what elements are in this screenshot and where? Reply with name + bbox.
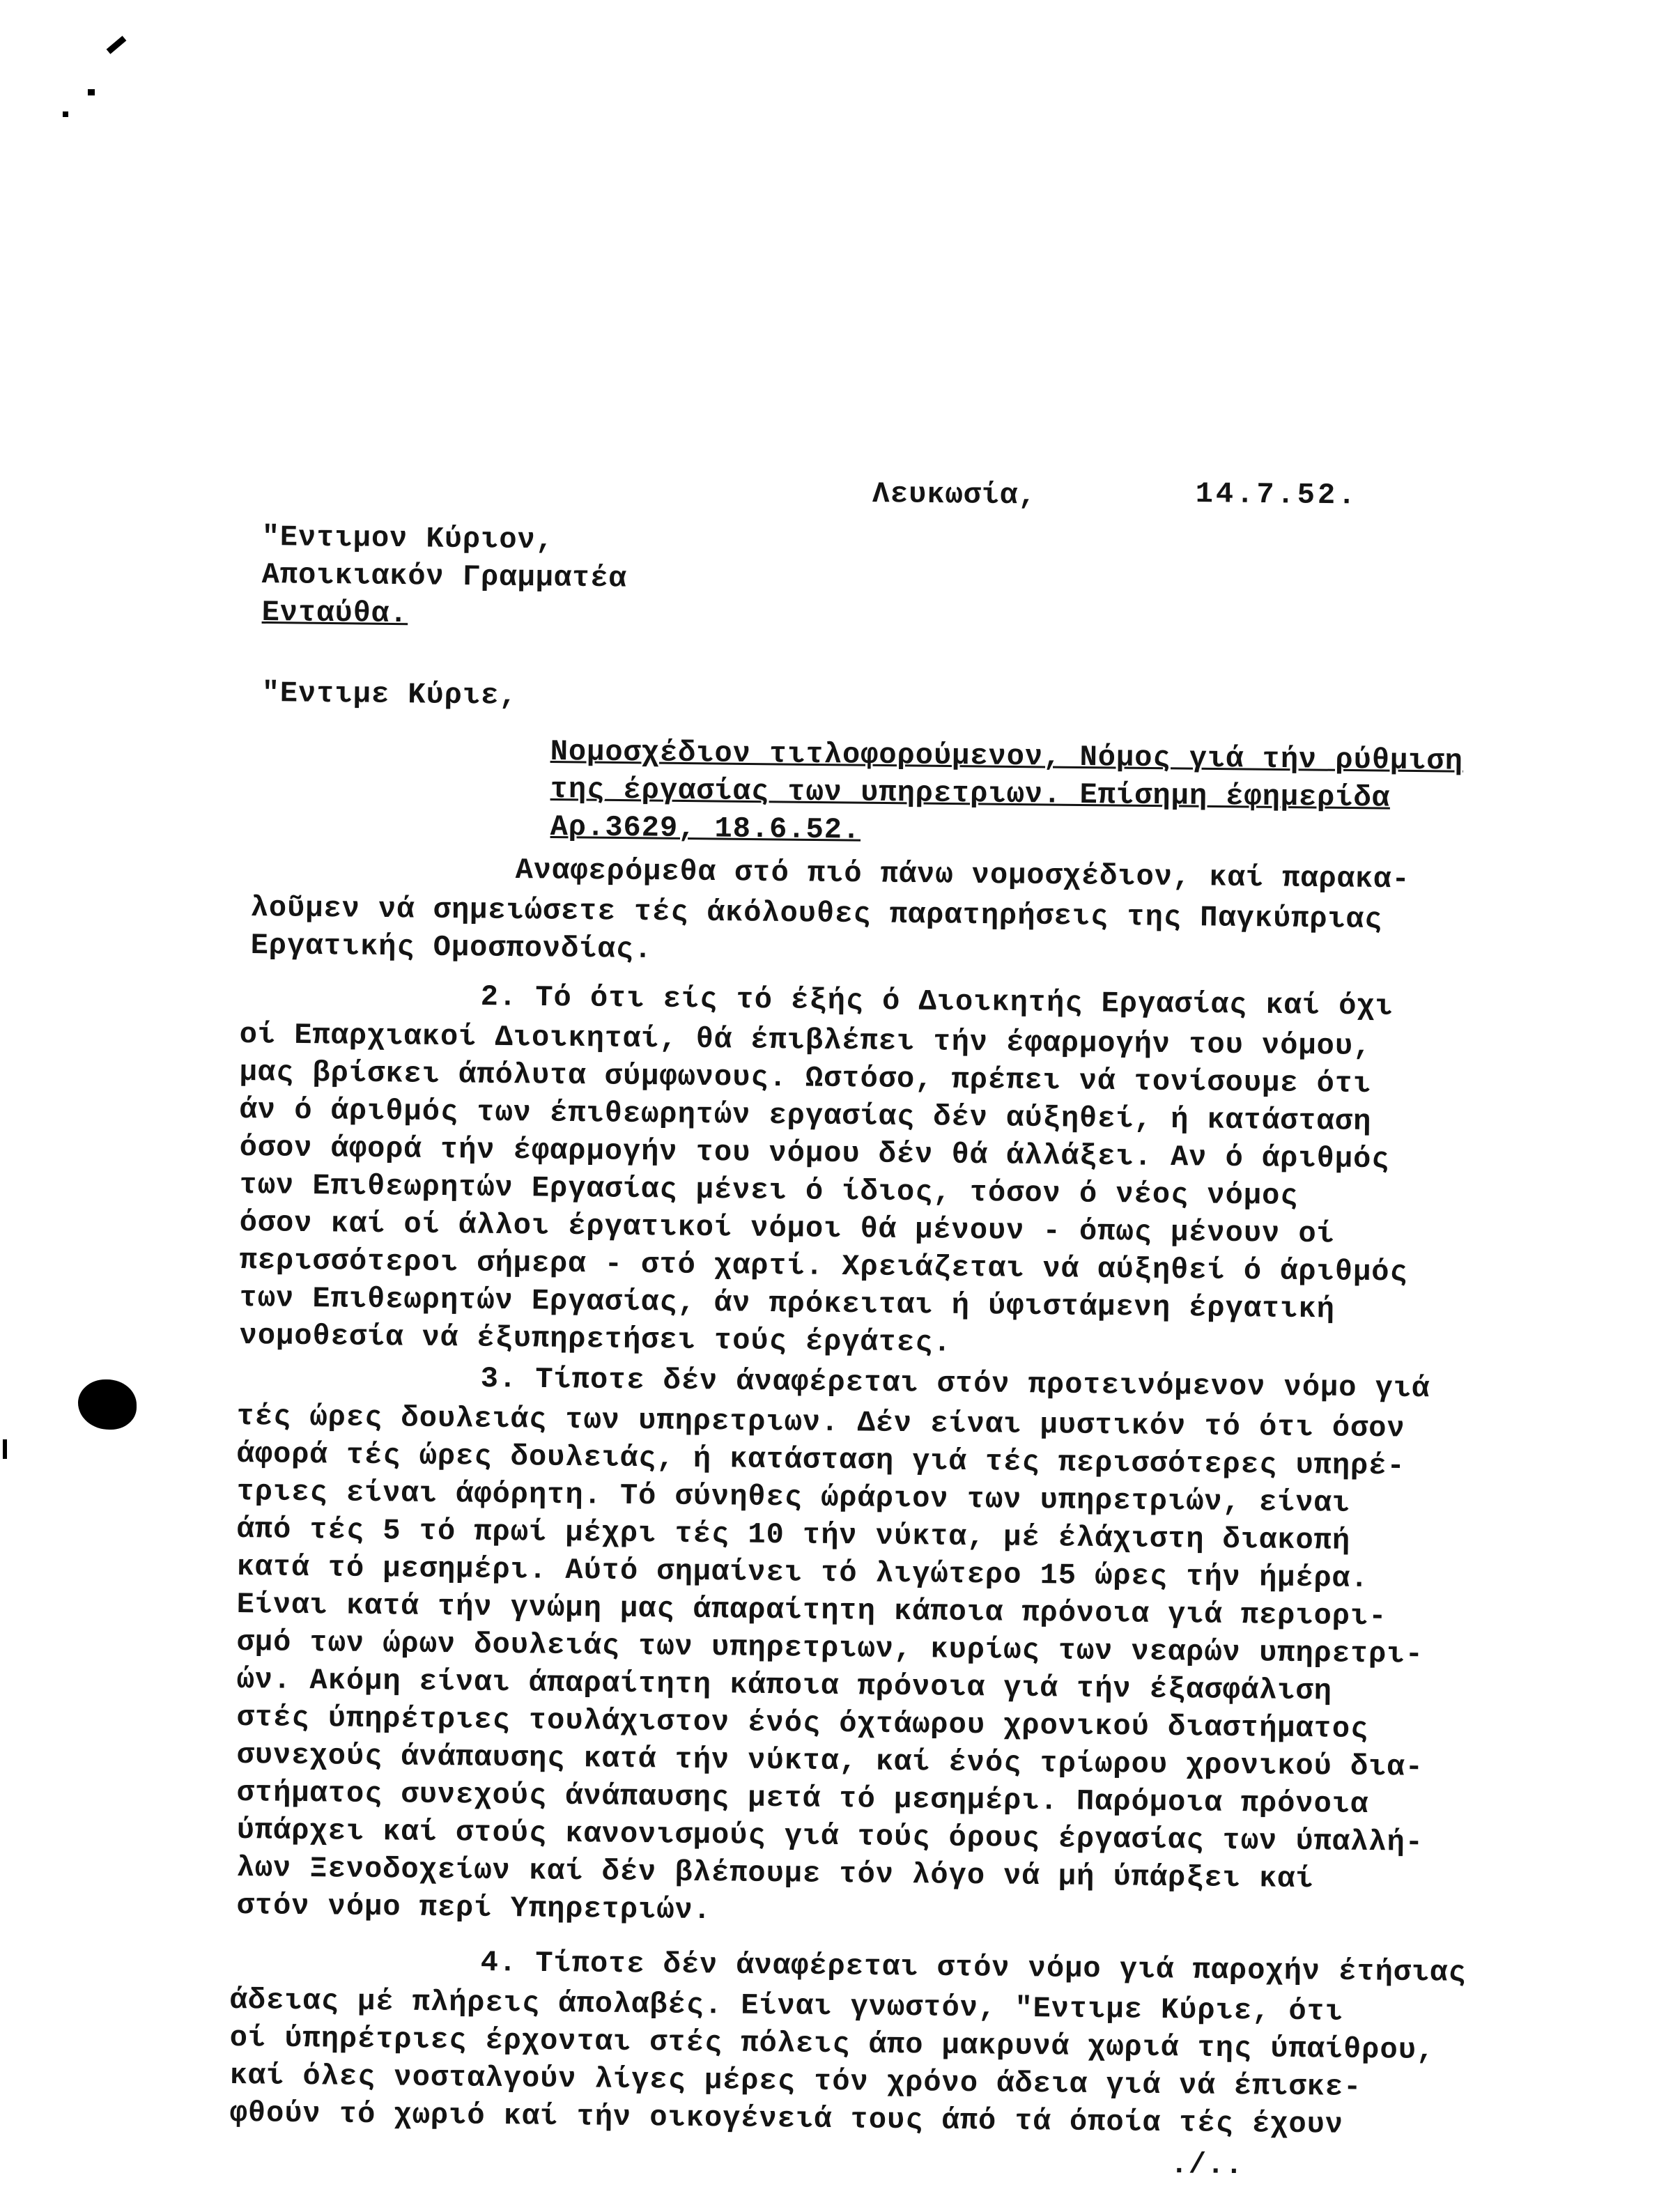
para2-line-2: οί Επαρχιακοί Διοικηταί, θά έπιβλέπει τήν έφαρμογήν του νόμου,: [239, 1017, 1372, 1064]
edge-ink-mark: [3, 1439, 7, 1459]
para3-line-12: στήματος συνεχούς άνάπαυσης μετά τό μεσημέρι. Παρόμοια πρόνοια: [236, 1775, 1369, 1822]
subject-line-1: Νομοσχέδιον τιτλοφορούμενον, Νόμος γιά τήν ρύθμιση: [550, 734, 1464, 778]
para2-line-1: 2. Τό ότι είς τό έξής ό Διοικητής Εργασίας καί όχι: [480, 980, 1394, 1023]
para4-line-4: καί όλες νοσταλγούν λίγες μέρες τόν χρόνο άδεια γιά νά έπισκε-: [229, 2058, 1362, 2105]
corner-ink-dot-2: [63, 111, 68, 117]
para3-line-3: άφορά τές ώρες δουλειάς, ή κατάσταση γιά τές περισσότερες υπηρέ-: [236, 1437, 1405, 1483]
para3-line-13: ύπάρχει καί στούς κανονισμούς γιά τούς όρους έργασίας των ύπαλλή-: [236, 1813, 1424, 1859]
corner-ink-mark: [107, 36, 127, 54]
corner-ink-dot: [88, 89, 95, 95]
punch-hole-blot: [78, 1379, 137, 1430]
para3-line-2: τές ώρες δουλειάς των υπηρετριων. Δέν είναι μυστικόν τό ότι όσον: [236, 1399, 1405, 1446]
recipient-line-3: Ενταύθα.: [261, 595, 408, 631]
letter-date: 14.7.52.: [1195, 477, 1359, 513]
recipient-line-1: "Εντιμον Κύριον,: [261, 520, 555, 557]
para3-line-7: Είναι κατά τήν γνώμη μας άπαραίτητη κάποια πρόνοια γιά περιορι-: [236, 1587, 1387, 1634]
para3-line-1: 3. Τίποτε δέν άναφέρεται στόν προτεινόμενον νόμο γιά: [480, 1361, 1430, 1406]
para3-line-6: κατά τό μεσημέρι. Αύτό σημαίνει τό λιγώτερο 15 ώρες τήν ήμέρα.: [236, 1549, 1369, 1596]
para2-line-9: των Επιθεωρητών Εργασίας, άν πρόκειται ή ύφιστάμενη έργατική: [239, 1281, 1336, 1327]
para2-line-3: μας βρίσκει άπόλυτα σύμφωνους. Ωστόσο, πρέπει νά τονίσουμε ότι: [239, 1055, 1372, 1101]
subject-line-2: της έργασίας των υπηρετριων. Επίσημη έφημερίδα: [550, 772, 1391, 815]
para3-line-5: άπό τές 5 τό πρωί μέχρι τές 10 τήν νύκτα, μέ έλάχιστη διακοπή: [236, 1512, 1351, 1558]
para2-line-5: όσον άφορά τήν έφαρμογήν του νόμου δέν θά άλλάξει. Αν ό άριθμός: [239, 1130, 1390, 1177]
para3-line-15: στόν νόμο περί Υπηρετριών.: [236, 1888, 712, 1928]
continuation-mark: ./..: [1170, 2147, 1244, 2183]
para2-line-4: άν ό άριθμός των έπιθεωρητών εργασίας δέν αύξηθεί, ή κατάσταση: [239, 1092, 1372, 1139]
intro-line-3: Εργατικής Ομοσπονδίας.: [250, 928, 653, 967]
para3-line-8: σμό των ώρων δουλειάς των υπηρετριων, κυρίως των νεαρών υπηρετρι-: [236, 1625, 1424, 1671]
para4-line-2: άδειας μέ πλήρεις άπολαβές. Είναι γνωστόν, "Εντιμε Κύριε, ότι: [229, 1983, 1344, 2029]
intro-line-1: Αναφερόμεθα στό πιό πάνω νομοσχέδιον, καί παρακα-: [515, 853, 1410, 897]
para3-line-10: στές ύπηρέτριες τουλάχιστον ένός όχτάωρου χρονικού διαστήματος: [236, 1700, 1369, 1747]
para4-line-3: οί ύπηρέτριες έρχονται στές πόλεις άπο μακρυνά χωριά της ύπαίθρου,: [229, 2020, 1435, 2068]
para2-line-6: των Επιθεωρητών Εργασίας μένει ό ίδιος, τόσον ό νέος νόμος: [239, 1168, 1299, 1213]
subject-line-3: Αρ.3629, 18.6.52.: [550, 810, 861, 847]
recipient-line-2: Αποικιακόν Γραμματέα: [261, 557, 628, 596]
para4-line-5: φθούν τό χωριό καί τήν οικογένειά τους άπό τά όποία τές έχουν: [229, 2096, 1344, 2142]
para3-line-4: τριες είναι άφόρητη. Τό σύνηθες ώράριον των υπηρετριών, είναι: [236, 1474, 1351, 1520]
letter-place: Λευκωσία,: [872, 477, 1037, 513]
para3-line-11: συνεχούς άνάπαυσης κατά τήν νύκτα, καί ένός τρίωρου χρονικού δια-: [236, 1738, 1424, 1784]
para2-line-8: περισσότεροι σήμερα - στό χαρτί. Χρειάζεται νά αύξηθεί ό άριθμός: [239, 1243, 1408, 1290]
para2-line-7: όσον καί οί άλλοι έργατικοί νόμοι θά μένουν - όπως μένουν οί: [239, 1205, 1336, 1251]
salutation: "Εντιμε Κύριε,: [261, 676, 518, 713]
para4-line-1: 4. Τίποτε δέν άναφέρεται στόν νόμο γιά παροχήν έτήσιας: [480, 1945, 1467, 1990]
para3-line-14: λων Ξενοδοχείων καί δέν βλέπουμε τόν λόγο νά μή ύπάρξει καί: [236, 1850, 1314, 1896]
intro-line-2: λοῦμεν νά σημειώσετε τές άκόλουθες παρατηρήσεις της Παγκύπριας: [250, 890, 1383, 937]
para2-line-10: νομοθεσία νά έξυπηρετήσει τούς έργάτες.: [239, 1318, 952, 1360]
para3-line-9: ών. Ακόμη είναι άπαραίτητη κάποια πρόνοια γιά τήν έξασφάλιση: [236, 1662, 1333, 1708]
